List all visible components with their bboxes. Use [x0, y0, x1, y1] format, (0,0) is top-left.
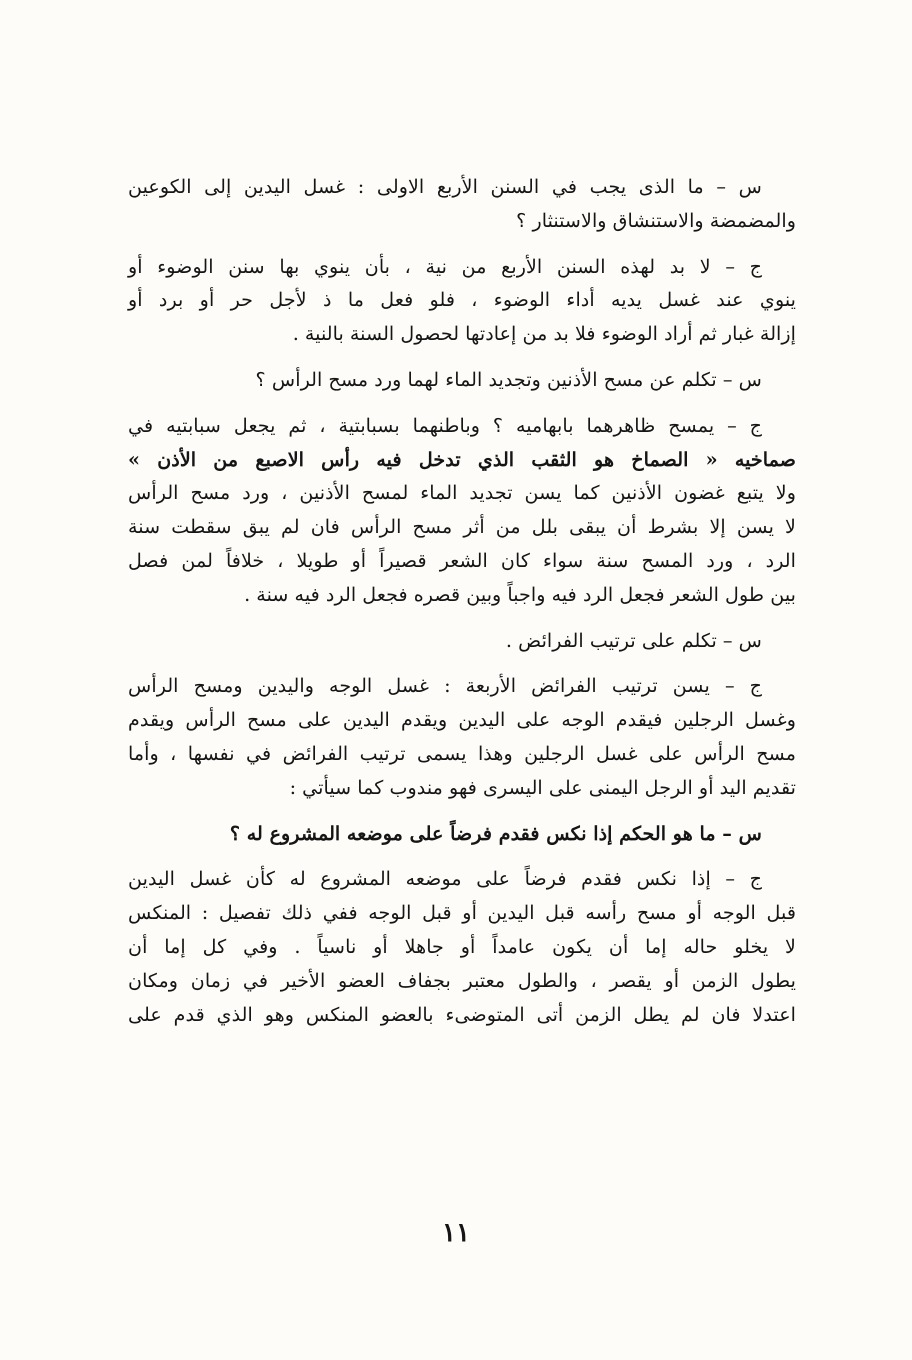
answer-paragraph — [128, 250, 796, 351]
text-line: ج – يسن ترتيب الفرائض الأربعة : غسل الوجه واليدين ومسح الرأس — [128, 674, 762, 698]
page-body — [128, 170, 796, 1043]
text-line: س – تكلم على ترتيب الفرائض . — [505, 628, 762, 652]
question-paragraph — [128, 624, 796, 658]
text-line: ينوي عند غسل يديه أداء الوضوء ، فلو فعل ما ذ لأجل حر أو برد أو — [128, 288, 796, 312]
text-line: قبل الوجه أو مسح رأسه قبل اليدين أو قبل الوجه ففي ذلك تفصيل : المنكس — [128, 901, 796, 925]
text-line: اعتدلا فان لم يطل الزمن أتى المتوضىء بالعضو المنكس وهو الذي قدم على — [128, 1002, 796, 1026]
text-line: وغسل الرجلين فيقدم الوجه على اليدين ويقدم اليدين على مسح الرأس ويقدم — [128, 708, 796, 732]
text-line: س – ما هو الحكم إذا نكس فقدم فرضاً على موضعه المشروع له ؟ — [229, 821, 762, 845]
text-line: صماخيه « الصماخ هو الثقب الذي تدخل فيه رأس الاصبع من الأذن » — [128, 447, 796, 471]
question-paragraph — [128, 363, 796, 397]
text-line: والمضمضة والاستنشاق والاستنثار ؟ — [516, 208, 796, 232]
text-line: ج – إذا نكس فقدم فرضاً على موضعه المشروع له كأن غسل اليدين — [128, 867, 762, 891]
page-number: ١١ — [442, 1218, 470, 1248]
text-line: س – تكلم عن مسح الأذنين وتجديد الماء لهما ورد مسح الرأس ؟ — [255, 367, 762, 391]
answer-paragraph — [128, 409, 796, 612]
answer-paragraph — [128, 862, 796, 1031]
answer-paragraph — [128, 669, 796, 804]
text-line: لا يخلو حاله إما أن يكون عامداً أو جاهلا أو ناسياً . وفي كل إما أن — [128, 934, 796, 958]
question-paragraph — [128, 817, 796, 851]
question-paragraph — [128, 170, 796, 238]
text-line: لا يسن إلا بشرط أن يبقى بلل من أثر مسح الرأس فان لم يبق سقطت سنة — [128, 515, 796, 539]
text-line: إزالة غبار ثم أراد الوضوء فلا بد من إعادتها لحصول السنة بالنية . — [292, 322, 796, 346]
text-line: الرد ، ورد المسح سنة سواء كان الشعر قصيراً أو طويلا ، خلافاً لمن فصل — [128, 548, 796, 572]
text-line: س – ما الذى يجب في السنن الأربع الاولى : غسل اليدين إلى الكوعين — [128, 175, 762, 198]
text-line: بين طول الشعر فجعل الرد فيه واجباً وبين قصره فجعل الرد فيه سنة . — [244, 582, 796, 606]
text-line: ج – يمسح ظاهرهما بابهاميه ؟ وباطنهما بسبابتية ، ثم يجعل سبابتيه في — [128, 413, 762, 437]
text-line: ولا يتبع غضون الأذنين كما يسن تجديد الماء لمسح الأذنين ، ورد مسح الرأس — [128, 481, 796, 505]
text-line: مسح الرأس على غسل الرجلين وهذا يسمى ترتيب الفرائض في نفسها ، وأما — [128, 741, 796, 765]
text-line: يطول الزمن أو يقصر ، والطول معتبر بجفاف العضو الأخير في زمان ومكان — [128, 968, 796, 992]
text-line: ج – لا بد لهذه السنن الأربع من نية ، بأن ينوي بها سنن الوضوء أو — [128, 254, 762, 278]
text-line: تقديم اليد أو الرجل اليمنى على اليسرى فهو مندوب كما سيأتي : — [289, 775, 796, 799]
